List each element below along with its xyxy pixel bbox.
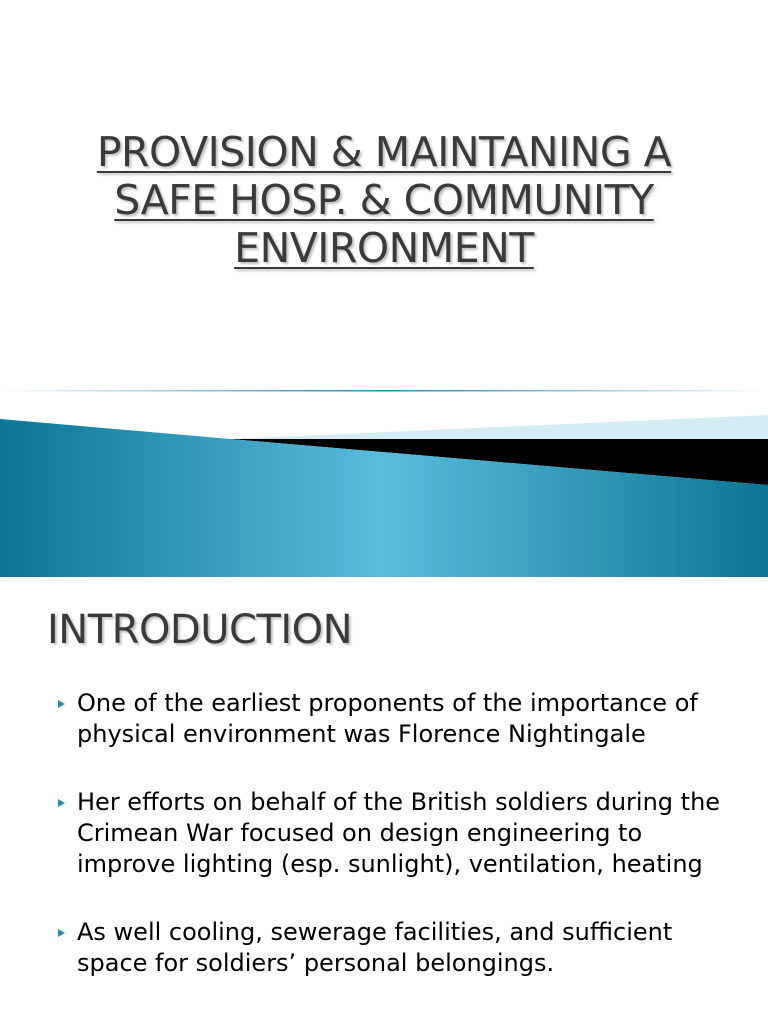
bullet-text: As well cooling, sewerage facilities, and sufficient space for soldiers’ personal belongings.: [77, 918, 673, 977]
bullet-item: [0, 917, 768, 979]
decorative-banner: [0, 385, 768, 577]
bullet-text: One of the earliest proponents of the importance of physical environment was Florence Nightingale: [77, 689, 698, 748]
banner-light-strip: [230, 415, 768, 439]
bullet-item: [0, 688, 768, 750]
bullet-text: Her efforts on behalf of the British soldiers during the Crimean War focused on design engineering to improve lighting (esp. sunlight), ventilation, heating: [77, 788, 721, 878]
section-heading: INTRODUCTION: [47, 607, 353, 653]
banner-top-rule: [0, 390, 768, 392]
bullet-arrow-icon: [58, 700, 65, 708]
bullet-arrow-icon: [58, 929, 65, 937]
bullet-item: [0, 787, 768, 880]
slide-title-line: PROVISION & MAINTANING A: [96, 128, 672, 176]
slide-title-line: ENVIRONMENT: [234, 224, 534, 272]
slide-title: [40, 128, 728, 272]
bullet-list: [0, 688, 768, 1016]
bullet-arrow-icon: [58, 799, 65, 807]
slide-title-line: SAFE HOSP. & COMMUNITY: [114, 176, 654, 224]
